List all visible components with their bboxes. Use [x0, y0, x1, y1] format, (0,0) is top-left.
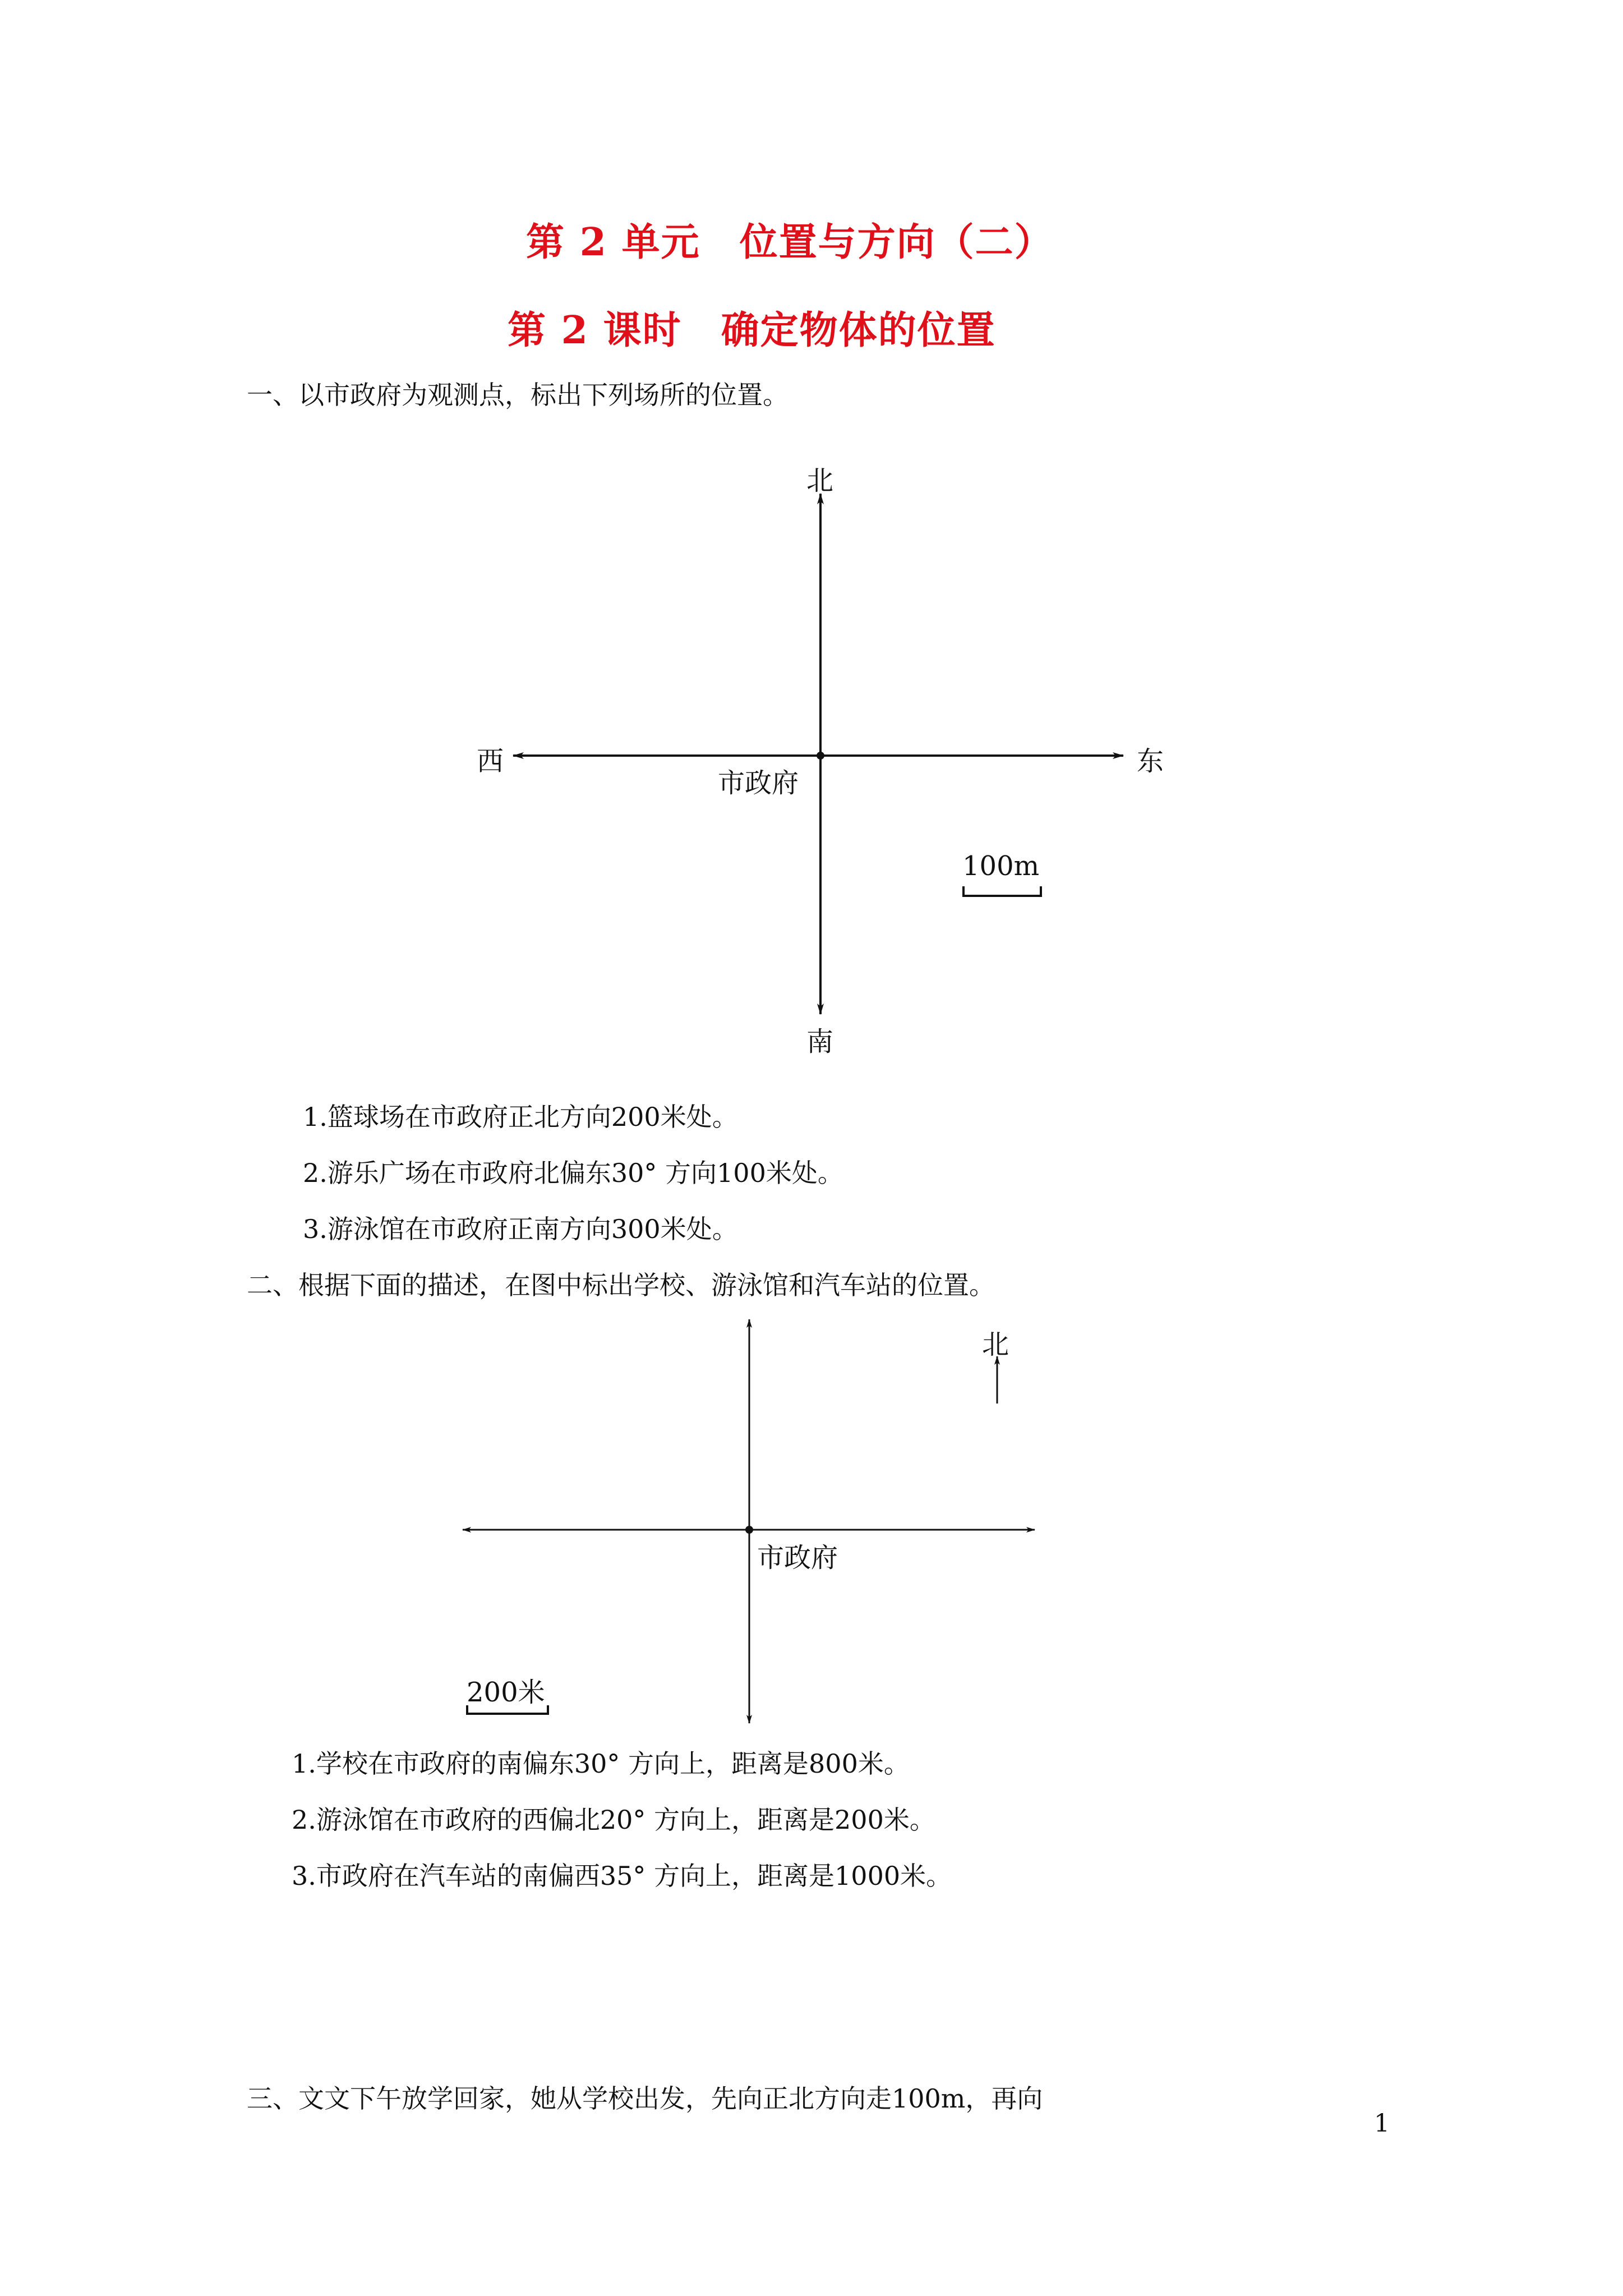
- center-label-2: 市政府: [757, 1542, 838, 1573]
- page-number: 1: [1374, 2109, 1390, 2138]
- item-2-3: 3.市政府在汽车站的南偏西35° 方向上，距离是1000米。: [292, 1861, 952, 1891]
- question-3: 三、文文下午放学回家，她从学校出发，先向正北方向走100m，再向: [247, 2083, 1043, 2114]
- origin-point-1: [817, 752, 824, 760]
- compass-diagram-1: [513, 494, 1123, 1014]
- south-label-1: 南: [806, 1026, 834, 1057]
- item-2-2: 2.游泳馆在市政府的西偏北20° 方向上，距离是200米。: [292, 1805, 935, 1835]
- scale-label-1: 100m: [962, 850, 1040, 882]
- center-label-1: 市政府: [718, 767, 799, 799]
- item-1-3: 3.游泳馆在市政府正南方向300米处。: [303, 1214, 738, 1244]
- origin-point-2: [745, 1526, 753, 1534]
- item-1-2: 2.游乐广场在市政府北偏东30° 方向100米处。: [303, 1158, 843, 1188]
- lesson-title: 第 2 课时 确定物体的位置: [508, 308, 996, 353]
- north-label-1: 北: [806, 465, 834, 496]
- item-1-1: 1.篮球场在市政府正北方向200米处。: [303, 1102, 738, 1132]
- west-label-1: 西: [477, 746, 504, 777]
- unit-title: 第 2 单元 位置与方向（二）: [526, 220, 1054, 265]
- axes-diagram-2: [463, 1319, 1035, 1723]
- scale-label-2: 200米: [467, 1677, 545, 1708]
- east-label-1: 东: [1137, 746, 1164, 777]
- scale-bar-1: [963, 886, 1041, 896]
- question-2: 二、根据下面的描述，在图中标出学校、游泳馆和汽车站的位置。: [247, 1270, 995, 1300]
- question-1: 一、以市政府为观测点，标出下列场所的位置。: [247, 380, 789, 410]
- item-2-1: 1.学校在市政府的南偏东30° 方向上，距离是800米。: [292, 1749, 910, 1779]
- north-label-2: 北: [982, 1329, 1009, 1360]
